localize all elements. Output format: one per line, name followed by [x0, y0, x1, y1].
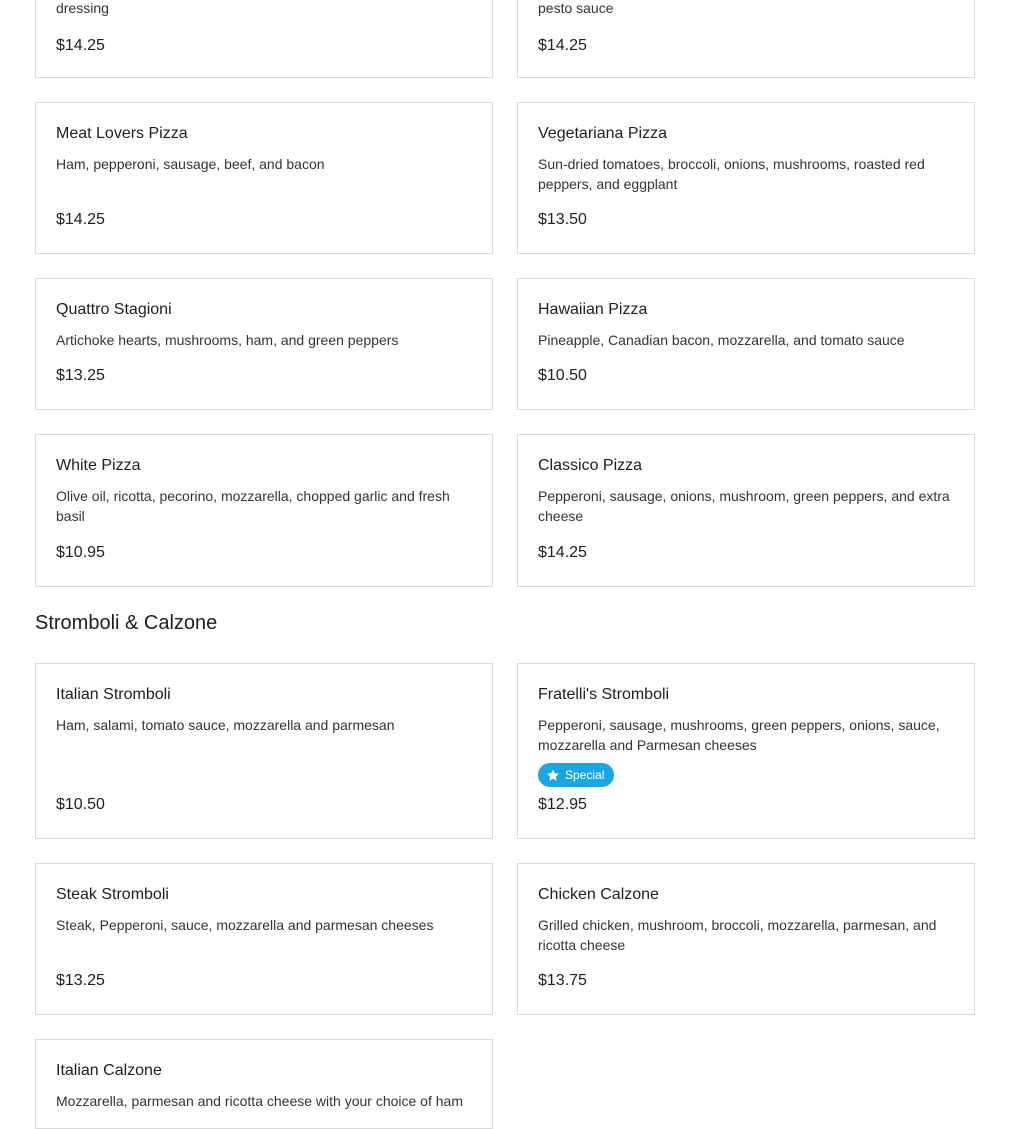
item-description: Ham, salami, tomato sauce, mozzarella and parmesan: [56, 717, 395, 733]
item-price: $13.75: [538, 972, 587, 989]
item-description: Steak, Pepperoni, sauce, mozzarella and parmesan cheeses: [56, 917, 434, 933]
item-description: dressing: [56, 0, 109, 16]
item-description: Pepperoni, sausage, mushrooms, green peppers, onions, sauce, mozzarella and Parmesan cheeses: [538, 717, 940, 753]
item-description: Olive oil, ricotta, pecorino, mozzarella, chopped garlic and fresh basil: [56, 488, 450, 524]
item-description: Mozzarella, parmesan and ricotta cheese with your choice of ham: [56, 1093, 463, 1109]
menu-item-card[interactable]: [35, 434, 493, 587]
item-name: Classico Pizza: [538, 457, 643, 474]
item-name: White Pizza: [56, 457, 141, 474]
item-price: $14.25: [538, 544, 587, 561]
item-description: Artichoke hearts, mushrooms, ham, and green peppers: [56, 332, 399, 348]
item-description: Grilled chicken, mushroom, broccoli, mozzarella, parmesan, and ricotta cheese: [538, 917, 937, 953]
item-price: $13.50: [538, 211, 587, 228]
section-title: Stromboli & Calzone: [35, 612, 218, 634]
menu-item-card[interactable]: [517, 434, 975, 587]
item-price: $12.95: [538, 796, 587, 813]
item-price: $13.25: [56, 972, 105, 989]
item-description: Sun-dried tomatoes, broccoli, onions, mushrooms, roasted red peppers, and eggplant: [538, 156, 925, 192]
item-name: Meat Lovers Pizza: [56, 125, 188, 142]
star-icon: [546, 769, 560, 782]
item-price: $10.95: [56, 544, 105, 561]
item-name: Quattro Stagioni: [56, 301, 172, 318]
menu-item-card[interactable]: [517, 0, 975, 78]
item-name: Vegetariana Pizza: [538, 125, 667, 142]
item-name: Chicken Calzone: [538, 886, 659, 903]
item-price: $10.50: [538, 367, 587, 384]
menu-item-card[interactable]: [517, 102, 975, 254]
menu-item-card[interactable]: [517, 663, 975, 839]
item-name: Italian Calzone: [56, 1062, 162, 1079]
item-description: Ham, pepperoni, sausage, beef, and bacon: [56, 156, 325, 172]
special-badge: [538, 763, 614, 787]
item-price: $14.25: [56, 37, 105, 54]
badge-label: Special: [565, 768, 605, 782]
menu-item-card[interactable]: [35, 663, 493, 839]
item-price: $14.25: [56, 211, 105, 228]
menu-item-card[interactable]: [35, 102, 493, 254]
item-name: Italian Stromboli: [56, 686, 171, 703]
menu-item-card[interactable]: [35, 0, 493, 78]
item-description: pesto sauce: [538, 0, 614, 16]
menu-item-card[interactable]: [35, 863, 493, 1015]
menu-item-card[interactable]: [35, 1039, 493, 1129]
menu-item-card[interactable]: [517, 863, 975, 1015]
item-price: $10.50: [56, 796, 105, 813]
item-description: Pepperoni, sausage, onions, mushroom, green peppers, and extra cheese: [538, 488, 950, 524]
item-price: $13.25: [56, 367, 105, 384]
menu-item-card[interactable]: [35, 278, 493, 410]
item-name: Fratelli's Stromboli: [538, 686, 670, 703]
item-description: Pineapple, Canadian bacon, mozzarella, and tomato sauce: [538, 332, 905, 348]
menu-item-card[interactable]: [517, 278, 975, 410]
item-price: $14.25: [538, 37, 587, 54]
item-name: Hawaiian Pizza: [538, 301, 648, 318]
item-name: Steak Stromboli: [56, 886, 169, 903]
